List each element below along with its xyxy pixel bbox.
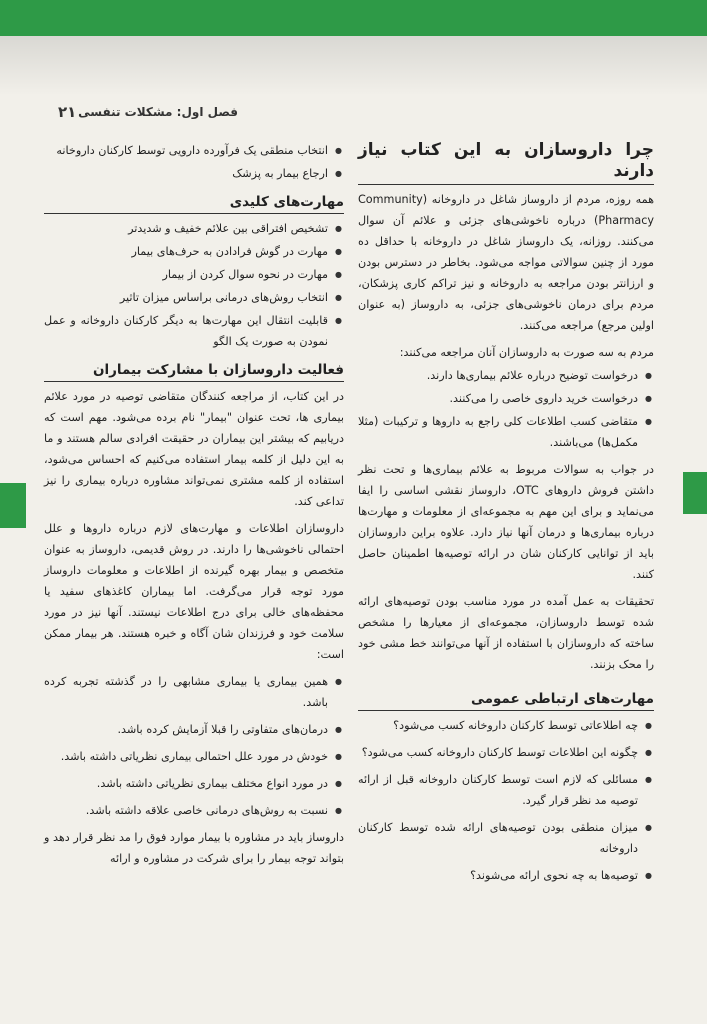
page-number: ۲۱ [58,103,77,121]
section-title-communication: مهارت‌های ارتباطی عمومی [358,689,654,711]
top-list [44,140,344,184]
list-item: ● مهارت در گوش فرادادن به حرف‌های بیمار [44,241,328,262]
thumb-index-tab-right [683,472,707,514]
right-column [358,140,654,892]
chapter-title: فصل اول: مشکلات تنفسی [78,105,238,119]
thumb-index-tab-left [0,483,26,528]
list-item: ● متقاضی کسب اطلاعات کلی راجع به داروها و ترکیبات (مثلا مکمل‌ها) می‌باشند. [358,411,638,453]
page-shadow [0,36,707,96]
list-item: ● انتخاب روش‌های درمانی براساس میزان تاثیر [44,287,328,308]
list-item: ● چه اطلاعاتی توسط کارکنان داروخانه کسب می‌شود؟ [358,715,638,736]
communication-list [358,715,654,886]
body-paragraph: در این کتاب، از مراجعه کنندگان متقاضی توصیه در مورد علائم بیماری ها، تحت عنوان "بیمار" نام برده می‌شود. مهم است که دریابیم که بیشتر این بیماران در حقیقت افرادی سالم هستند و ما به این دلیل از کلمه بیمار استفاده می‌کنیم که احساس می‌شود، استفاده از کلمه مشتری نمی‌تواند مشاوره درباره بیماری را نیز تداعی کند. [44,390,344,508]
lead-paragraph: مردم به سه صورت به داروسازان آنان مراجعه می‌کنند: [399,346,654,359]
section-title-activity: فعالیت داروسازان با مشارکت بیماران [44,360,344,382]
list-item: ● در مورد انواع مختلف بیماری نظریاتی داشته باشد. [44,773,328,794]
list-item: ● مهارت در نحوه سوال کردن از بیمار [44,264,328,285]
body-paragraph: در جواب به سوالات مربوط به علائم بیماری‌ها و تحت نظر داشتن فروش داروهای OTC، داروساز نقشی اساسی را ایفا می‌نماید و برای این مهم به مجموعه‌ای از معلومات و مهارت‌ها درباره بیماری‌ها و درمان آنها نیاز دارد. علاوه براین داروسازان باید از توانایی کارکنان شان در ارائه توصیه‌ها اطمینان حاصل کنند. [358,463,654,581]
list-item: ● همین بیماری یا بیماری مشابهی را در گذشته تجربه کرده باشد. [44,671,328,713]
body-paragraph: تحقیقات به عمل آمده در مورد مناسب بودن توصیه‌های ارائه شده توسط داروسازان، مجموعه‌ای از معیارها را مشخص ساخته که داروسازان با استفاده از آنها می‌توانند خط مشی خود را محک بزنند. [358,595,654,671]
list-item: ● نسبت به روش‌های درمانی خاصی علاقه داشته باشد. [44,800,328,821]
body-paragraph: داروسازان اطلاعات و مهارت‌های لازم درباره داروها و علل احتمالی ناخوشی‌ها را دارند. در روش قدیمی، داروساز به عنوان متخصص و بیمار بهره گیرنده از اطلاعات و معلومات داروساز مورد توجه قرار می‌گرفت. اما بیماران کاغذهای سفید یا محفظه‌های خالی برای درج اطلاعات نیستند. آنها نیز در مورد سلامت خود و فرزندان شان آگاه و خبره هستند. هر بیمار ممکن است: [44,522,344,661]
list-item: ● خودش در مورد علل احتمالی بیماری نظریاتی داشته باشد. [44,746,328,767]
section-title-why: چرا داروسازان به این کتاب نیاز دارند [358,140,654,185]
list-item: ● تشخیص افتراقی بین علائم خفیف و شدیدتر [44,218,328,239]
running-header [40,103,630,125]
intro-paragraph: همه روزه، مردم از داروساز شاغل در داروخانه (Community Pharmacy) درباره ناخوشی‌های جزئی و علائم آن سوال می‌کنند. روزانه، یک داروساز شاغل در داروخانه با حداقل ده مورد از چنین سوالاتی مواجه می‌شود. بخاطر در دسترس بودن و ارزانتر بودن مراجعه به داروخانه و نیز تراکم کاری پزشکان، مردم برای درمان ناخوشی‌های جزئی، به داروساز (به عنوان اولین مرجع) مراجعه می‌کنند. [358,193,654,332]
key-skills-list [44,218,344,352]
list-item: ● ارجاع بیمار به پزشک [44,163,328,184]
left-column [44,140,344,875]
body-paragraph: داروساز باید در مشاوره با بیمار موارد فوق را مد نظر قرار دهد و بتواند توجه بیمار را برای شرکت در مشاوره و ارائه [44,831,344,865]
list-item: ● توصیه‌ها به چه نحوی ارائه می‌شوند؟ [358,865,638,886]
list-item: ● درمان‌های متفاوتی را قبلا آزمایش کرده باشد. [44,719,328,740]
list-item: ● درخواست توضیح درباره علائم بیماری‌ها دارند. [358,365,638,386]
request-list [358,365,654,453]
list-item: ● قابلیت انتقال این مهارت‌ها به دیگر کارکنان داروخانه و عمل نمودن به صورت یک الگو [44,310,328,352]
list-item: ● میزان منطقی بودن توصیه‌های ارائه شده توسط کارکنان داروخانه [358,817,638,859]
list-item: ● درخواست خرید داروی خاصی را می‌کنند. [358,388,638,409]
list-item: ● چگونه این اطلاعات توسط کارکنان داروخانه کسب می‌شود؟ [358,742,638,763]
section-title-key-skills: مهارت‌های کلیدی [44,192,344,214]
list-item: ● مسائلی که لازم است توسط کارکنان داروخانه قبل از ارائه توصیه مد نظر قرار گیرد. [358,769,638,811]
patient-list [44,671,344,821]
list-item: ● انتخاب منطقی یک فرآورده دارویی توسط کارکنان داروخانه [44,140,328,161]
